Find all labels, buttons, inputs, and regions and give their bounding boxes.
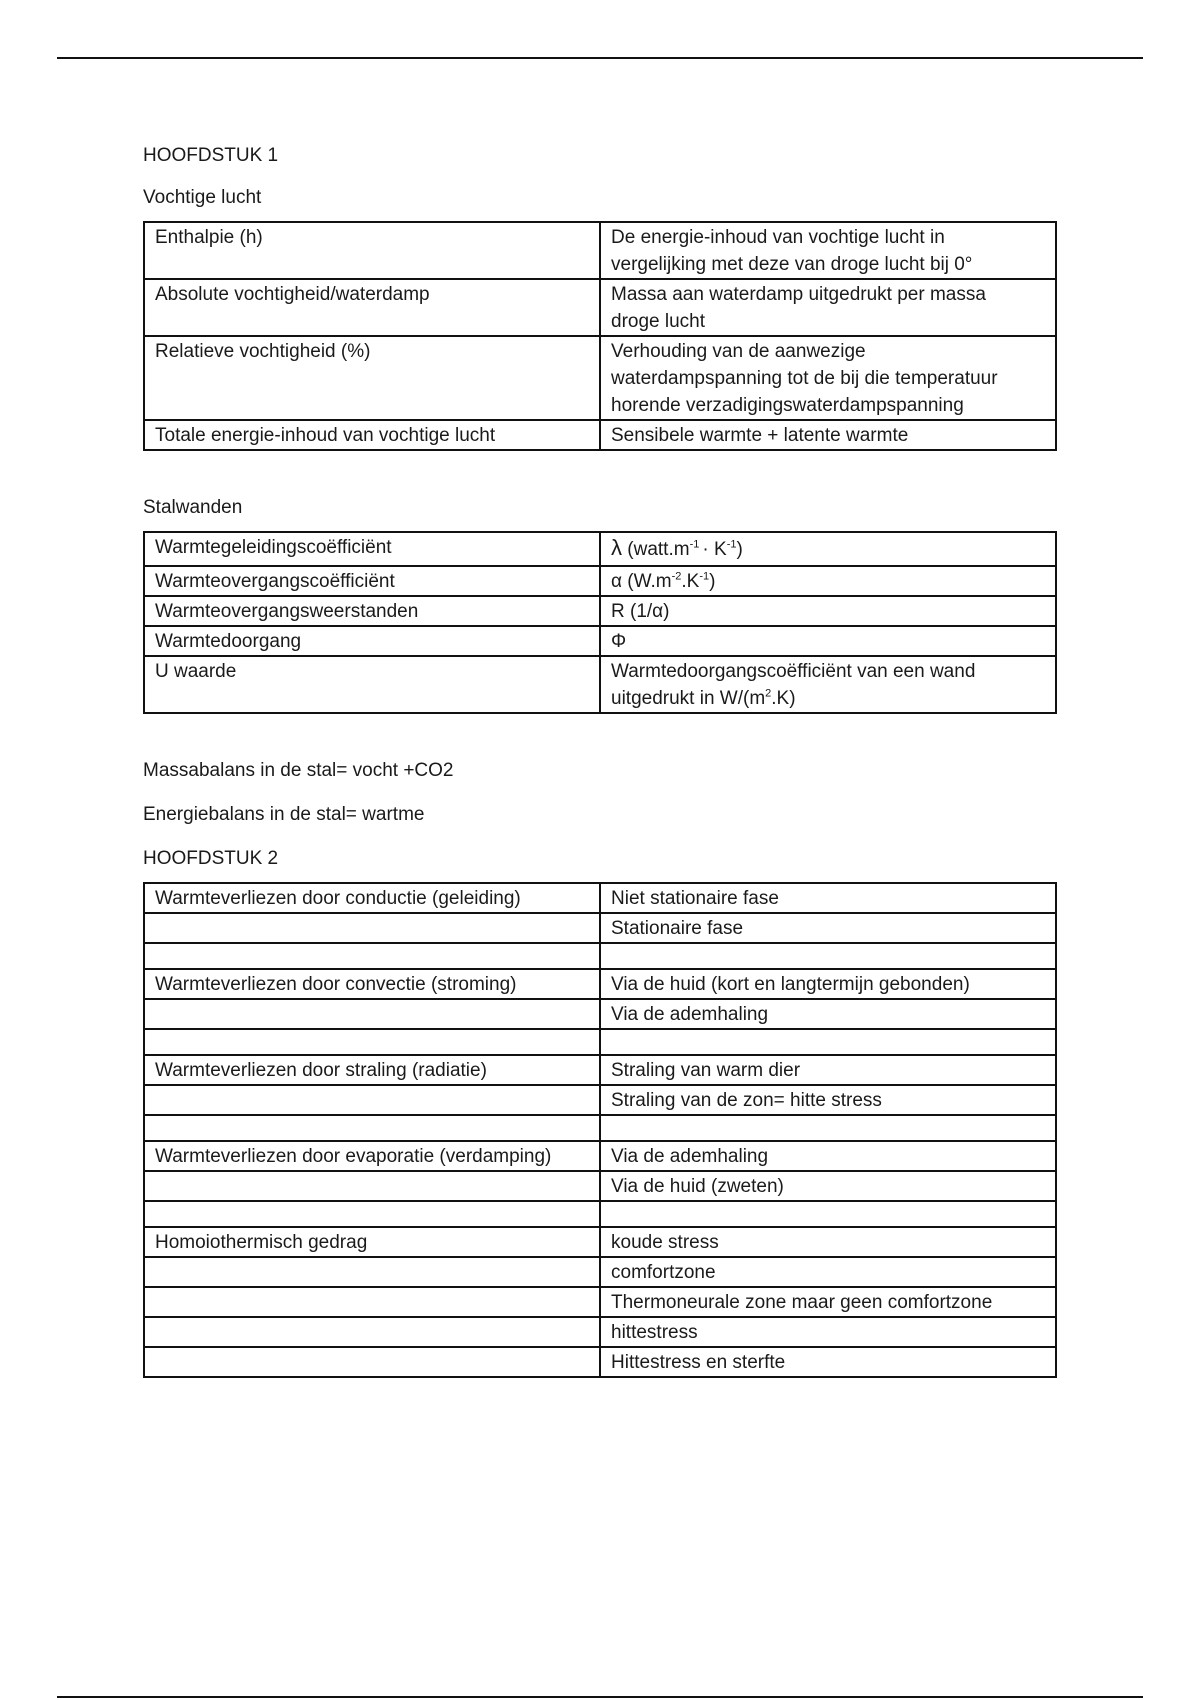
definition-line: De energie-inhoud van vochtige lucht in bbox=[611, 227, 945, 248]
definition-line: waterdampspanning tot de bij die temperatuur bbox=[611, 368, 998, 389]
definition-line: horende verzadigingswaterdampspanning bbox=[611, 395, 964, 416]
detail-cell: Thermoneurale zone maar geen comfortzone bbox=[600, 1287, 1056, 1317]
table-row bbox=[144, 1141, 1056, 1171]
footer-rule bbox=[57, 1696, 1143, 1698]
massabalans-text: Massabalans in de stal= vocht +CO2 bbox=[143, 760, 454, 781]
table-stalwanden bbox=[143, 531, 1057, 714]
term-cell: Warmteovergangsweerstanden bbox=[144, 596, 600, 626]
table-row bbox=[144, 656, 1056, 713]
section-vochtige-lucht-title: Vochtige lucht bbox=[143, 187, 262, 208]
definition-cell bbox=[600, 336, 1056, 420]
table-vochtige-lucht bbox=[143, 221, 1057, 451]
table-row bbox=[144, 913, 1056, 943]
table-row bbox=[144, 626, 1056, 656]
detail-cell: Via de ademhaling bbox=[600, 1141, 1056, 1171]
definition-cell bbox=[600, 222, 1056, 279]
table-warmteverliezen bbox=[143, 882, 1057, 1378]
table-row bbox=[144, 1055, 1056, 1085]
category-cell bbox=[144, 1171, 600, 1201]
table-row bbox=[144, 969, 1056, 999]
table-row bbox=[144, 1201, 1056, 1227]
definition-cell: λ $(watt.m^{-1} \cdot K^{-1})$ bbox=[600, 532, 1056, 566]
term-cell: U waarde bbox=[144, 656, 600, 713]
table-row bbox=[144, 1227, 1056, 1257]
table-row bbox=[144, 1171, 1056, 1201]
detail-cell: koude stress bbox=[600, 1227, 1056, 1257]
definition-line: droge lucht bbox=[611, 311, 706, 332]
definition-line: Verhouding van de aanwezige bbox=[611, 341, 866, 362]
definition-line: Massa aan waterdamp uitgedrukt per massa bbox=[611, 284, 986, 305]
category-cell bbox=[144, 1201, 600, 1227]
detail-cell: Via de huid (kort en langtermijn gebonden) bbox=[600, 969, 1056, 999]
category-cell bbox=[144, 1287, 600, 1317]
detail-cell bbox=[600, 943, 1056, 969]
category-cell bbox=[144, 1317, 600, 1347]
table-row bbox=[144, 596, 1056, 626]
definition-cell: Warmtedoorgangscoëfficiënt van een wand uitgedrukt in $W/(m^2.K)$ bbox=[600, 656, 1056, 713]
category-cell bbox=[144, 1085, 600, 1115]
category-cell: Warmteverliezen door conductie (geleiding) bbox=[144, 883, 600, 913]
definition-cell: α $(W.m^{-2}.K^{-1})$ bbox=[600, 566, 1056, 596]
definition-line: Sensibele warmte + latente warmte bbox=[611, 425, 909, 446]
table-row bbox=[144, 279, 1056, 336]
table-row bbox=[144, 222, 1056, 279]
detail-cell: Via de ademhaling bbox=[600, 999, 1056, 1029]
category-cell: Homoiothermisch gedrag bbox=[144, 1227, 600, 1257]
detail-cell: comfortzone bbox=[600, 1257, 1056, 1287]
table-row bbox=[144, 943, 1056, 969]
chapter-2-heading: HOOFDSTUK 2 bbox=[143, 848, 279, 869]
table-row bbox=[144, 1115, 1056, 1141]
table-row bbox=[144, 883, 1056, 913]
table-row bbox=[144, 1085, 1056, 1115]
term-cell: Warmtedoorgang bbox=[144, 626, 600, 656]
term-cell: Totale energie-inhoud van vochtige lucht bbox=[144, 420, 600, 450]
table-row bbox=[144, 532, 1056, 566]
detail-cell: Stationaire fase bbox=[600, 913, 1056, 943]
table-row bbox=[144, 1347, 1056, 1377]
detail-cell: hittestress bbox=[600, 1317, 1056, 1347]
category-cell bbox=[144, 999, 600, 1029]
category-cell bbox=[144, 1115, 600, 1141]
category-cell: Warmteverliezen door convectie (stroming) bbox=[144, 969, 600, 999]
category-cell bbox=[144, 913, 600, 943]
term-cell: Enthalpie (h) bbox=[144, 222, 600, 279]
detail-cell: Straling van de zon= hitte stress bbox=[600, 1085, 1056, 1115]
detail-cell: Niet stationaire fase bbox=[600, 883, 1056, 913]
definition-cell: R (1/α) bbox=[600, 596, 1056, 626]
definition-cell bbox=[600, 420, 1056, 450]
section-stalwanden-title: Stalwanden bbox=[143, 497, 243, 518]
table-row bbox=[144, 566, 1056, 596]
table-row bbox=[144, 1287, 1056, 1317]
category-cell bbox=[144, 1347, 600, 1377]
category-cell bbox=[144, 1257, 600, 1287]
definition-line: vergelijking met deze van droge lucht bij 0° bbox=[611, 254, 973, 275]
detail-cell bbox=[600, 1115, 1056, 1141]
detail-cell: Via de huid (zweten) bbox=[600, 1171, 1056, 1201]
detail-cell bbox=[600, 1029, 1056, 1055]
table-row bbox=[144, 420, 1056, 450]
table-row bbox=[144, 1257, 1056, 1287]
table-row bbox=[144, 1317, 1056, 1347]
detail-cell: Hittestress en sterfte bbox=[600, 1347, 1056, 1377]
definition-cell: Φ bbox=[600, 626, 1056, 656]
term-cell: Warmteovergangscoëfficiënt bbox=[144, 566, 600, 596]
term-cell: Relatieve vochtigheid (%) bbox=[144, 336, 600, 420]
table-row bbox=[144, 336, 1056, 420]
definition-cell bbox=[600, 279, 1056, 336]
chapter-1-heading: HOOFDSTUK 1 bbox=[143, 145, 279, 166]
category-cell: Warmteverliezen door evaporatie (verdamping) bbox=[144, 1141, 600, 1171]
term-cell: Absolute vochtigheid/waterdamp bbox=[144, 279, 600, 336]
table-row bbox=[144, 1029, 1056, 1055]
energiebalans-text: Energiebalans in de stal= wartme bbox=[143, 804, 425, 825]
header-rule bbox=[57, 57, 1143, 59]
table-row bbox=[144, 999, 1056, 1029]
category-cell: Warmteverliezen door straling (radiatie) bbox=[144, 1055, 600, 1085]
detail-cell: Straling van warm dier bbox=[600, 1055, 1056, 1085]
category-cell bbox=[144, 1029, 600, 1055]
category-cell bbox=[144, 943, 600, 969]
detail-cell bbox=[600, 1201, 1056, 1227]
lambda-symbol: λ bbox=[611, 535, 622, 560]
document-body bbox=[143, 145, 1059, 1378]
term-cell: Warmtegeleidingscoëfficiënt bbox=[144, 532, 600, 566]
